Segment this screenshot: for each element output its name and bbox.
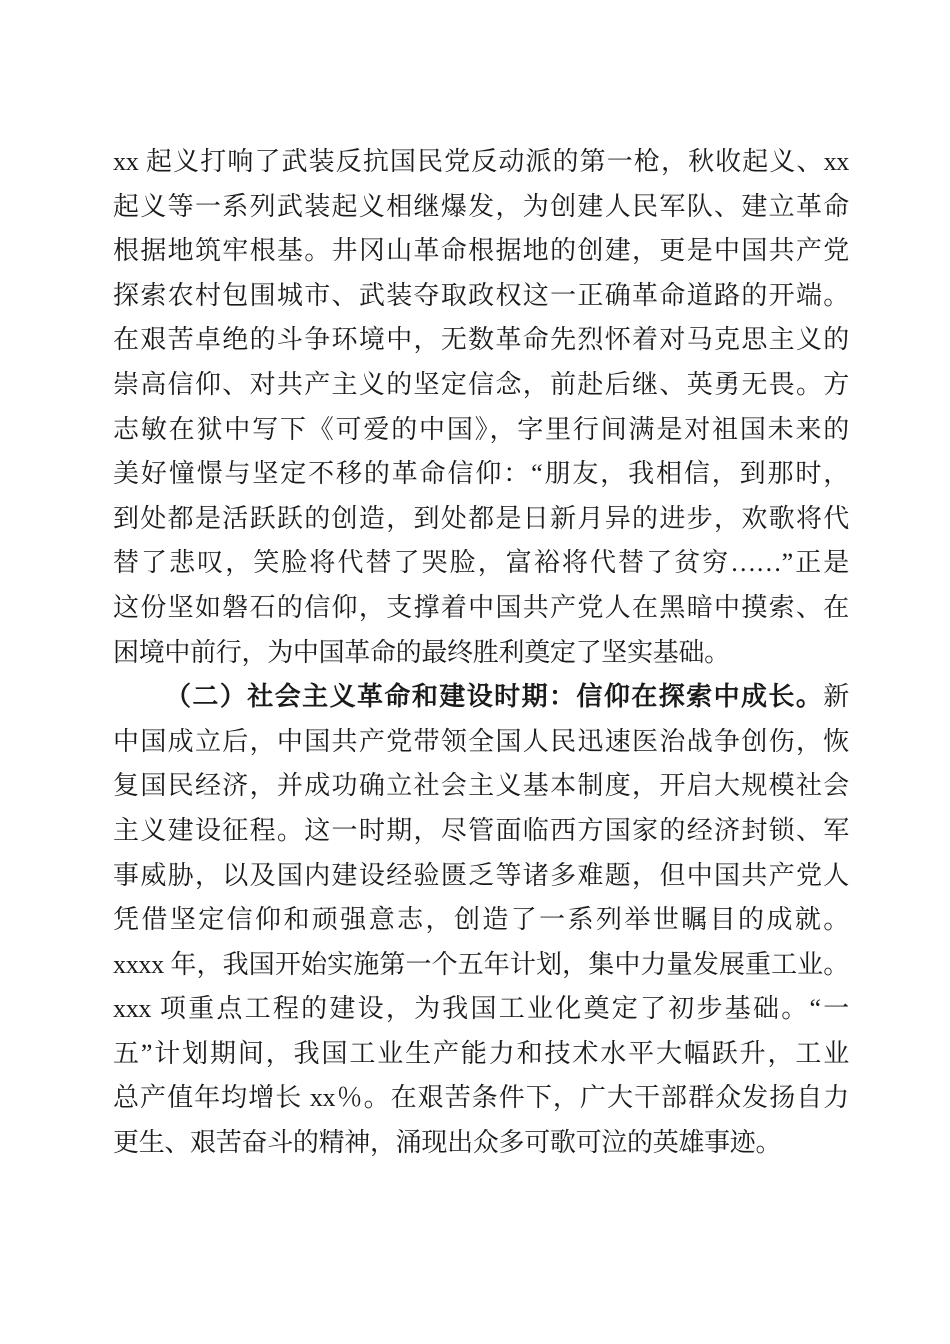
body-text-line: 起义等一系列武装起义相继爆发，为创建人民军队、建立革命: [113, 191, 849, 221]
body-text-line: 复国民经济，并成功确立社会主义基本制度，开启大规模社会: [113, 771, 849, 801]
document-page: [113, 140, 849, 1166]
body-text-line: 更生、艰苦奋斗的精神，涌现出众多可歌可泣的英雄事迹。: [113, 1128, 782, 1158]
section-heading-tail: 新: [823, 682, 849, 712]
body-text-line: xx 起义打响了武装反抗国民党反动派的第一枪，秋收起义、xx: [113, 147, 849, 176]
body-text-line: 到处都是活跃跃的创造，到处都是日新月异的进步，欢歌将代: [113, 503, 849, 533]
body-text-line: 总产值年均增长 xx％。在艰苦条件下，广大干部群众发扬自力: [113, 1083, 849, 1113]
body-text-line: 替了悲叹，笑脸将代替了哭脸，富裕将代替了贫穷……”正是: [113, 548, 849, 578]
body-text-line: 凭借坚定信仰和顽强意志，创造了一系列举世瞩目的成就。: [113, 905, 849, 935]
body-text-line: xxxx 年，我国开始实施第一个五年计划，集中力量发展重工业。: [113, 949, 849, 979]
paragraph-2: [113, 675, 849, 1166]
body-text-line: 中国成立后，中国共产党带领全国人民迅速医治战争创伤，恢: [113, 726, 849, 756]
body-text-line: 主义建设征程。这一时期，尽管面临西方国家的经济封锁、军: [113, 815, 849, 845]
body-text-line: 探索农村包围城市、武装夺取政权这一正确革命道路的开端。: [113, 280, 849, 310]
body-text-line: 崇高信仰、对共产主义的坚定信念，前赴后继、英勇无畏。方: [113, 369, 849, 399]
body-text-line: 美好憧憬与坚定不移的革命信仰：“朋友，我相信，到那时，: [113, 459, 849, 489]
body-text-line: 志敏在狱中写下《可爱的中国》，字里行间满是对祖国未来的: [113, 414, 849, 444]
section-heading: （二）社会主义革命和建设时期：信仰在探索中成长。: [165, 682, 824, 712]
body-text-line: xxx 项重点工程的建设，为我国工业化奠定了初步基础。“一: [113, 994, 849, 1024]
body-text-line: 在艰苦卓绝的斗争环境中，无数革命先烈怀着对马克思主义的: [113, 325, 849, 355]
body-text-line: 事威胁，以及国内建设经验匮乏等诸多难题，但中国共产党人: [113, 860, 849, 890]
body-text-line: 根据地筑牢根基。井冈山革命根据地的创建，更是中国共产党: [113, 236, 849, 266]
paragraph-1: [113, 140, 849, 675]
paragraph-2-first-line: [113, 675, 849, 720]
body-text-line: 五”计划期间，我国工业生产能力和技术水平大幅跃升，工业: [113, 1038, 849, 1068]
body-text-line: 这份坚如磐石的信仰，支撑着中国共产党人在黑暗中摸索、在: [113, 592, 849, 622]
body-text-line: 困境中前行，为中国革命的最终胜利奠定了坚实基础。: [113, 637, 730, 667]
